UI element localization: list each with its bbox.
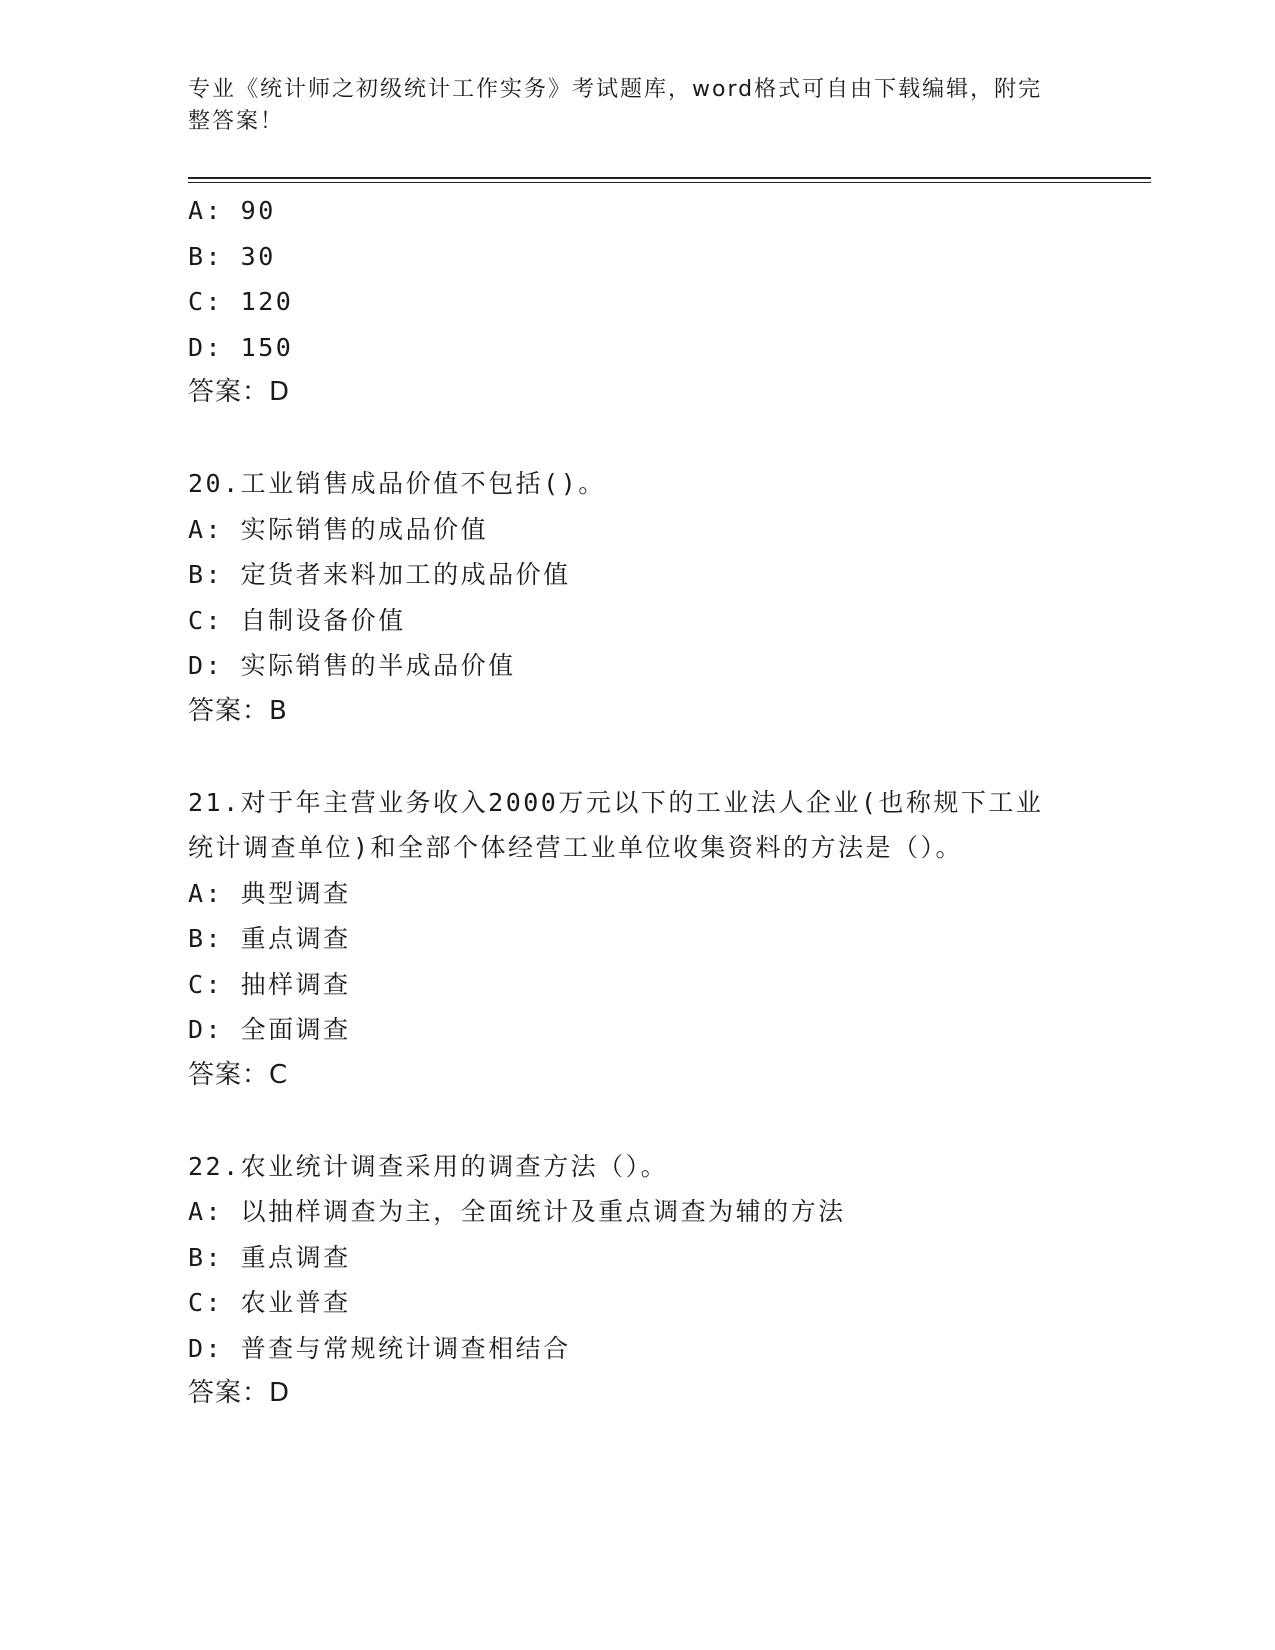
question-text-line-1: 21.对于年主营业务收入2000万元以下的工业法人企业(也称规下工业 [188,787,1044,817]
option-c: C: 自制设备价值 [188,605,406,635]
option-c: C: 抽样调查 [188,969,351,999]
option-d: D: 全面调查 [188,1015,351,1044]
header-title-line-1: 专业《统计师之初级统计工作实务》考试题库，word格式可自由下载编辑，附完 [188,77,1043,102]
header-divider-thick [188,177,1151,179]
option-c: C: 120 [188,287,294,316]
header-title-line-2: 整答案！ [188,109,285,134]
document-header [188,74,1088,138]
question-block-21 [188,780,1088,1099]
question-block-22 [188,1144,1088,1417]
answer-text: 答案：B [188,695,288,726]
option-a: A: 90 [188,196,276,225]
header-divider-thin [188,182,1151,183]
option-c: C: 农业普查 [188,1288,351,1317]
question-block-20 [188,461,1088,734]
option-b: B: 重点调查 [188,924,351,953]
option-a: A: 实际销售的成品价值 [188,514,489,544]
option-a: A: 以抽样调查为主，全面统计及重点调查为辅的方法 [188,1197,846,1226]
option-b: B: 定货者来料加工的成品价值 [188,560,571,589]
answer-text: 答案：D [188,377,291,407]
question-text: 20.工业销售成品价值不包括()。 [188,469,606,498]
question-text: 22.农业统计调查采用的调查方法（）。 [188,1151,669,1181]
option-d: D: 150 [188,332,294,362]
option-d: D: 实际销售的半成品价值 [188,651,516,680]
answer-text: 答案：C [188,1059,289,1090]
question-text-line-2: 统计调查单位)和全部个体经营工业单位收集资料的方法是（）。 [188,833,964,862]
answer-text: 答案：D [188,1378,291,1408]
option-d: D: 普查与常规统计调查相结合 [188,1333,571,1363]
option-a: A: 典型调查 [188,878,351,908]
option-b: B: 重点调查 [188,1242,351,1272]
question-block-19 [188,188,1088,416]
option-b: B: 30 [188,241,276,271]
question-list [188,188,1088,1417]
